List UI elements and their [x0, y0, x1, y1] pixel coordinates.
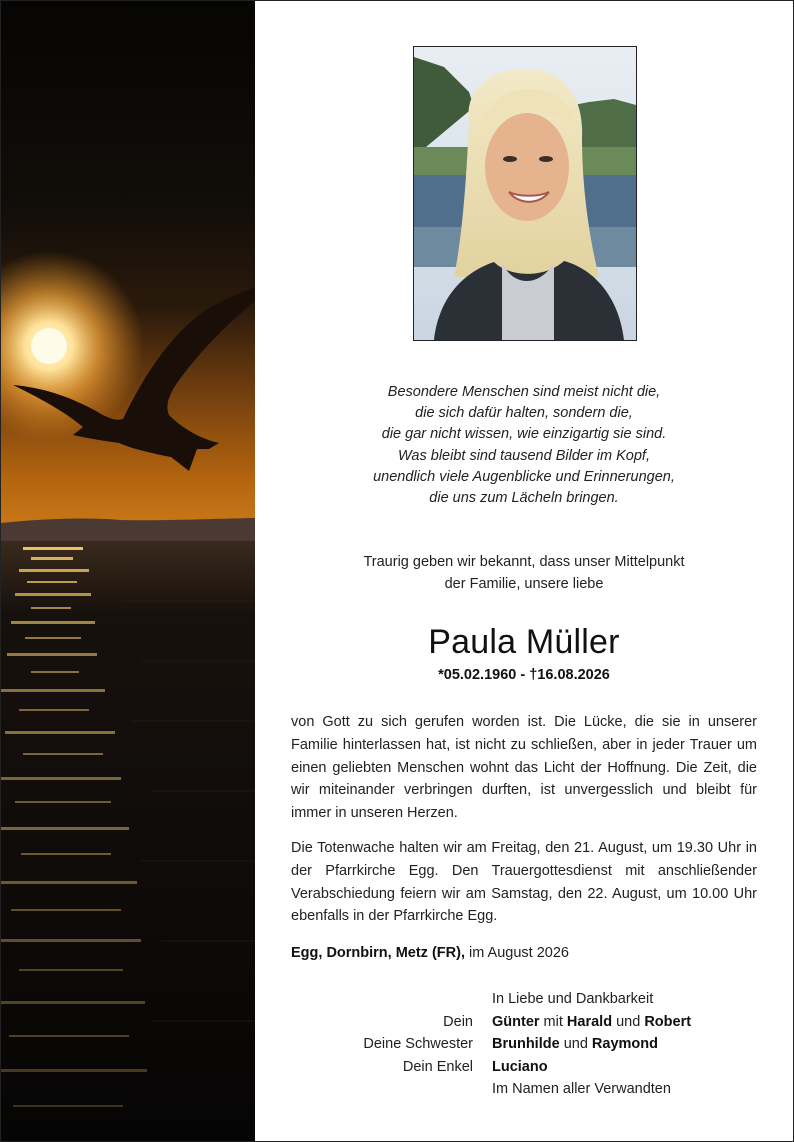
- quote-line: unendlich viele Augenblicke und Erinnerungen,: [373, 468, 675, 485]
- quote-line: die sich dafür halten, sondern die,: [415, 405, 633, 422]
- seagull-sunset-sea-image: [1, 1, 255, 1141]
- signature-row: [291, 1033, 757, 1056]
- family-name: Harald: [566, 1013, 613, 1030]
- conjunction: mit: [539, 1013, 567, 1030]
- horizon-hills: [1, 518, 255, 543]
- signature-closing-row: [291, 1078, 757, 1101]
- deceased-name: Paula Müller: [428, 623, 620, 661]
- quote-line: die gar nicht wissen, wie einzigartig sie sind.: [381, 426, 667, 443]
- service-details-paragraph: Die Totenwache halten wir am Freitag, den 21. August, um 19.30 Uhr in der Pfarrkirche Egg. Den Trauergottesdienst mit anschließender Verabschiedung feiern wir am Samstag, den 22. August, um 10.00 Uhr ebenfalls in der Pfarrkirche Egg.: [291, 840, 757, 925]
- signature-closing: Im Namen aller Verwandten: [492, 1081, 671, 1097]
- intro-line: der Familie, unsere liebe: [444, 575, 604, 592]
- family-names: [492, 1011, 691, 1034]
- body-paragraph: von Gott zu sich gerufen worden ist. Die Lücke, die sie in unserer Familie hinterlassen hat, ist nicht zu schließen, aber in jeder Trauer um einen geliebten Menschen wohnt das Licht der Hoffnung. Die Zeit, die wir miteinander verbringen durften, ist unvergesslich und bleibt für immer in unseren Herzen.: [291, 714, 757, 822]
- conjunction: und: [612, 1013, 645, 1030]
- family-name: Günter: [492, 1013, 540, 1030]
- place-date-line: [291, 945, 569, 961]
- quote-line: die uns zum Lächeln bringen.: [429, 490, 619, 507]
- sun: [31, 328, 67, 364]
- date: im August 2026: [464, 945, 569, 961]
- conjunction: und: [559, 1036, 592, 1052]
- sunset-scene: [1, 1, 255, 1141]
- relation-label: Dein Enkel: [402, 1058, 473, 1075]
- signature-intro: In Liebe und Dankbarkeit: [492, 991, 654, 1007]
- sea: [1, 541, 255, 1141]
- family-name: Robert: [644, 1013, 692, 1030]
- relation-label: Deine Schwester: [363, 1036, 473, 1052]
- signature-row: [291, 1011, 757, 1034]
- portrait-photo-icon: [414, 47, 636, 340]
- announcement-intro: [291, 552, 757, 595]
- family-name: Brunhilde: [492, 1036, 560, 1052]
- intro-line: Traurig geben wir bekannt, dass unser Mittelpunkt: [363, 554, 685, 570]
- portrait-photo: [413, 46, 637, 341]
- memorial-quote: [291, 382, 757, 509]
- family-names: [492, 1033, 658, 1056]
- family-names: [492, 1056, 548, 1079]
- life-dates: *05.02.1960 - †16.08.2026: [438, 667, 610, 683]
- family-name: Luciano: [492, 1058, 548, 1075]
- family-name: Raymond: [591, 1036, 658, 1052]
- signature-row: [291, 1056, 757, 1079]
- places: Egg, Dornbirn, Metz (FR),: [291, 945, 465, 961]
- signature-block: [291, 988, 757, 1101]
- quote-line: Was bleibt sind tausend Bilder im Kopf,: [397, 447, 650, 464]
- signature-intro-row: [291, 988, 757, 1011]
- quote-line: Besondere Menschen sind meist nicht die,: [387, 384, 661, 400]
- relation-label: Dein: [443, 1013, 473, 1030]
